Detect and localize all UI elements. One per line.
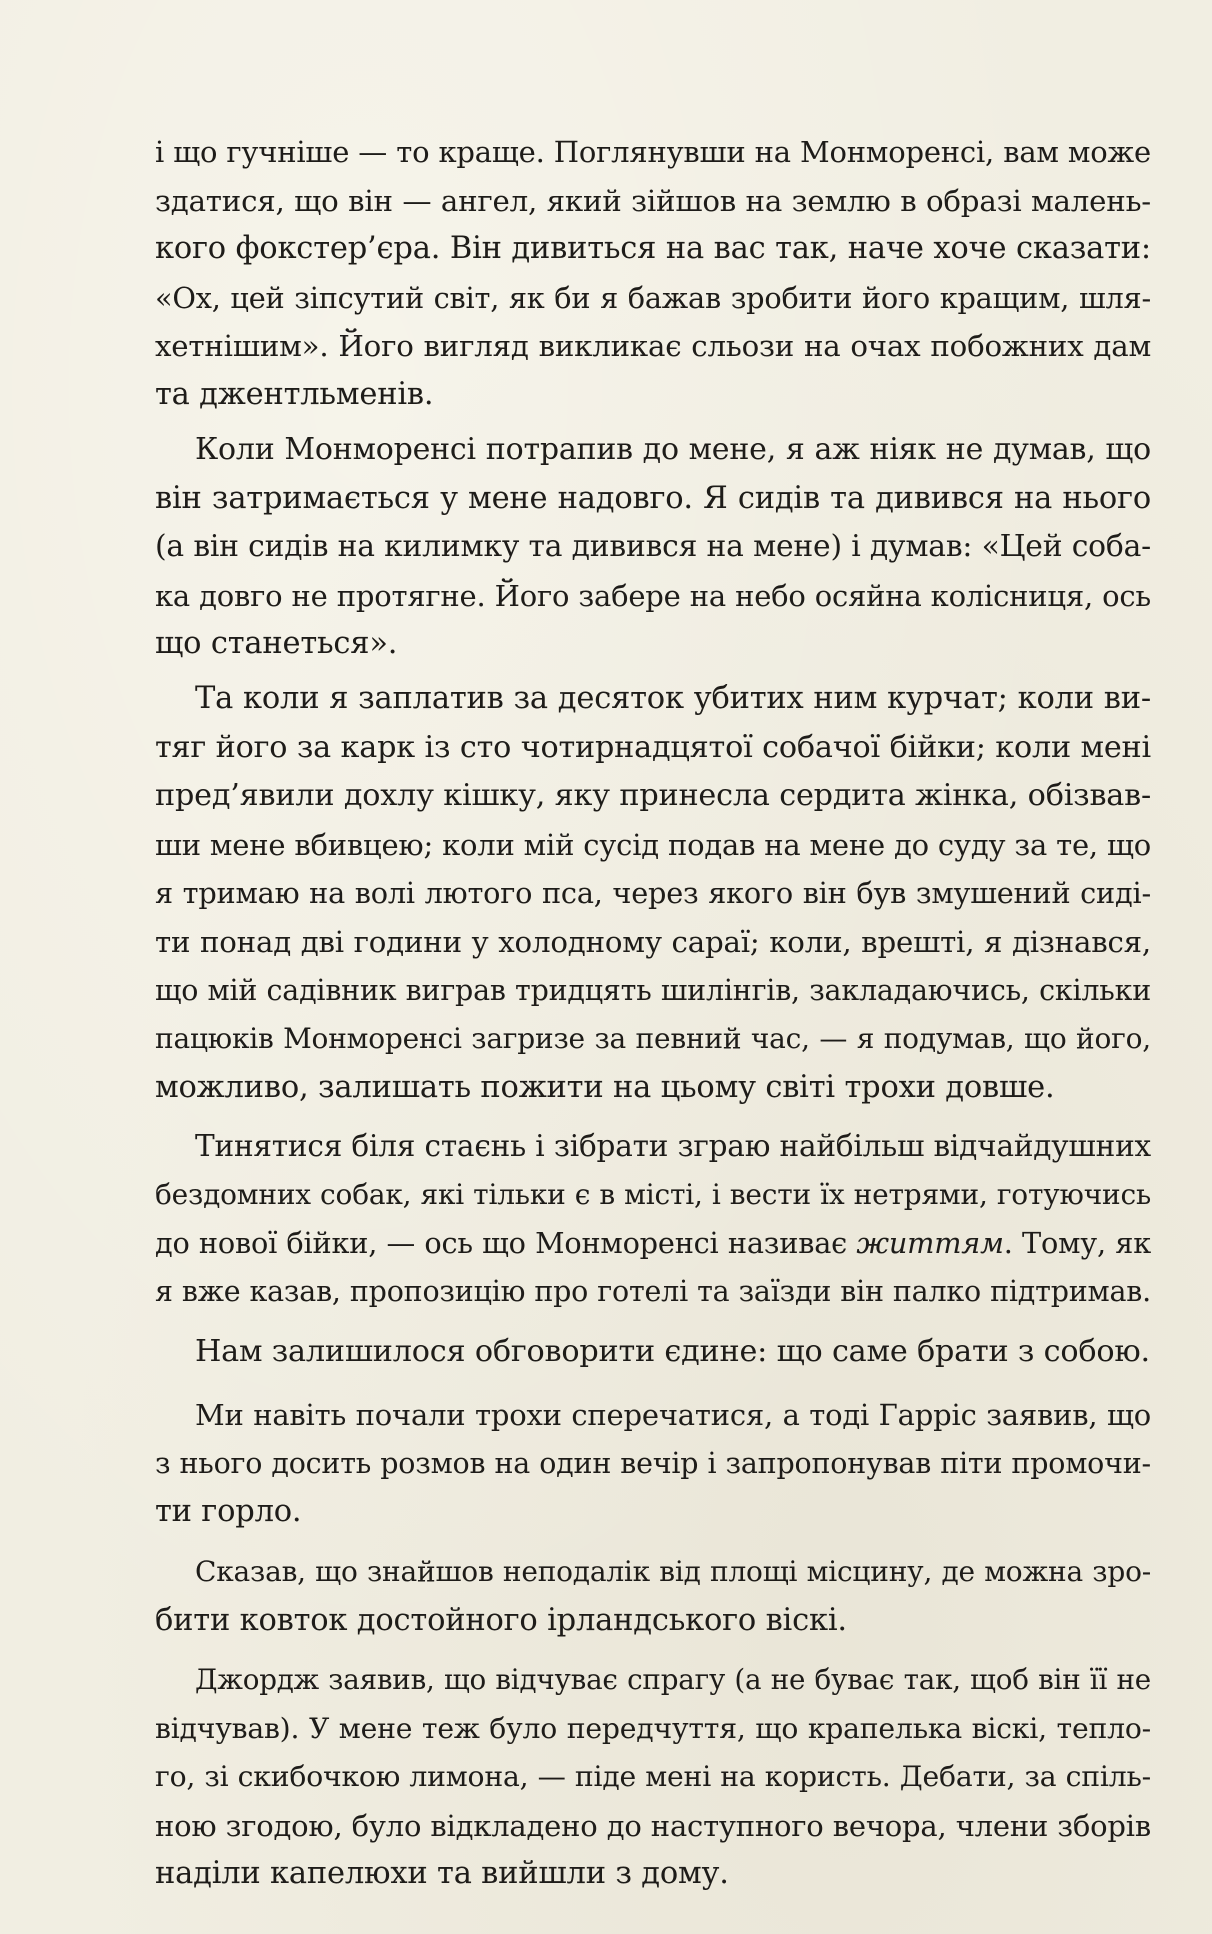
text-line: та джентльменів. — [155, 376, 434, 412]
text-line: пред’явили дохлу кішку, яку принесла сердита жінка, обізвав- — [155, 778, 1151, 814]
paragraph-2 — [155, 426, 1151, 669]
text-line: Тинятися біля стаєнь і зібрати зграю найбільш відчайдушних — [195, 1129, 1151, 1163]
text-line: пацюків Монморенсі загризе за певний час, — я подумав, що його, — [155, 1022, 1151, 1056]
text-line: відчував). У мене теж було передчуття, що крапелька віскі, тепло- — [155, 1711, 1151, 1745]
text-line: Ми навіть почали трохи сперечатися, а тоді Гарріс заявив, що — [195, 1398, 1151, 1432]
text-line: Сказав, що знайшов неподалік від площі місцину, де можна зро- — [195, 1555, 1151, 1588]
paragraph-4 — [155, 1122, 1151, 1316]
text-line: ною згодою, було відкладено до наступного вечора, члени зборів — [155, 1808, 1151, 1843]
paragraph-7 — [155, 1548, 1151, 1645]
text-line: наділи капелюхи та вийшли з дому. — [155, 1856, 729, 1892]
text-line: Нам залишилося обговорити єдине: що саме брати з собою. — [195, 1334, 1150, 1369]
text-line: го, зі скибочкою лимона, — піде мені на користь. Дебати, за спіль- — [155, 1760, 1151, 1794]
text-line: можливо, залишать пожити на цьому світі трохи довше. — [155, 1069, 1055, 1105]
text-segment: . Тому, як — [1003, 1226, 1151, 1261]
text-line: Та коли я заплатив за десяток убитих ним курчат; коли ви- — [195, 681, 1151, 716]
paragraph-6 — [155, 1391, 1151, 1537]
text-line: бездомних собак, які тільки є в місті, і вести їх нетрями, готуючись — [155, 1177, 1151, 1211]
text-line: Джордж заявив, що відчуває спрагу (а не буває так, щоб він її не — [195, 1663, 1151, 1696]
text-line: тяг його за карк із сто чотирнадцятої собачої бійки; коли мені — [155, 729, 1151, 765]
text-line: ка довго не протягне. Його забере на небо осяйна колісниця, ось — [155, 578, 1151, 613]
text-line: я тримаю на волі лютого пса, через якого він був змушений сиді- — [155, 876, 1151, 911]
paragraph-5 — [155, 1328, 1151, 1377]
paragraph-3 — [155, 675, 1151, 1112]
text-line: хетнішим». Його вигляд викликає сльози на очах побожних дам — [155, 329, 1151, 364]
text-line: я вже казав, пропозицію про готелі та заїзди він палко підтримав. — [155, 1274, 1151, 1308]
text-segment: до нової бійки, — ось що Монморенсі називає — [155, 1226, 857, 1261]
text-line: Коли Монморенсі потрапив до мене, я аж ніяк не думав, що — [195, 432, 1151, 467]
text-line-with-emphasis — [155, 1219, 1151, 1268]
text-line: ши мене вбивцею; коли мій сусід подав на мене до суду за те, що — [155, 827, 1151, 862]
text-line: що мій садівник виграв тридцять шилінгів, закладаючись, скільки — [155, 973, 1151, 1007]
text-line: що станеться». — [155, 626, 398, 662]
text-line: здатися, що він — ангел, який зійшов на землю в образі малень- — [155, 183, 1151, 218]
text-line: ти горло. — [155, 1494, 302, 1530]
paragraph-8 — [155, 1656, 1151, 1899]
text-line: (а він сидів на килимку та дивився на мене) і думав: «Цей соба- — [155, 529, 1151, 565]
text-line: ти понад дві години у холодному сараї; коли, врешті, я дізнався, — [155, 924, 1151, 959]
text-line: «Ох, цей зіпсутий світ, як би я бажав зробити його кращим, шля- — [155, 280, 1151, 315]
emphasized-word: життям — [856, 1226, 1004, 1261]
text-line: з нього досить розмов на один вечір і запропонував піти промочи- — [155, 1446, 1151, 1480]
text-line: кого фокстер’єра. Він дивиться на вас так, наче хоче сказати: — [155, 231, 1151, 267]
text-line: він затримається у мене надовго. Я сидів та дивився на нього — [155, 480, 1151, 516]
text-line: бити ковток достойного ірландського віскі. — [155, 1602, 847, 1638]
text-line: і що гучніше — то краще. Поглянувши на Монморенсі, вам може — [155, 135, 1151, 169]
paragraph-1 — [155, 128, 1151, 420]
